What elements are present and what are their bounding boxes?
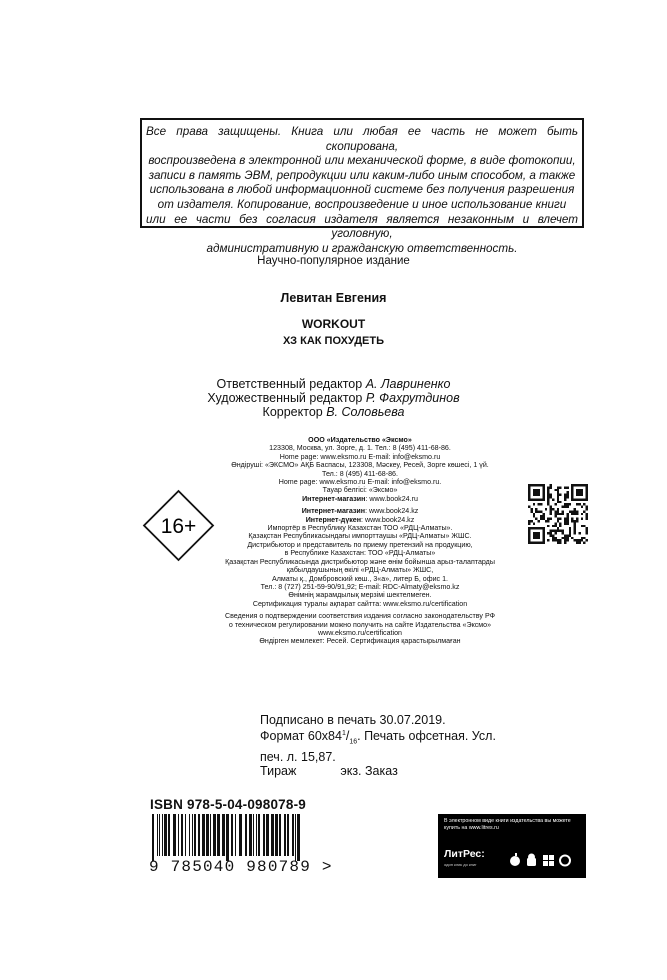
format-line: Формат $60x84^1/_{16}$. Печать офсетная. Усл. печ. л. 15,87. xyxy=(260,729,496,764)
android-icon xyxy=(527,854,536,867)
age-rating-text: 16+ xyxy=(160,515,197,538)
copyright-text: Все права защищены. Книга или любая ее часть не может быть скопирована, воспроизведена в электронной или механической форме, в виде фотокопии, записи в память ЭВМ, репродукции или каким-либо иным способом, а также использована в любой информационной системе без получения разрешения от издателя. Копирование, воспроизведение и иное использование книги или ее части без согласия издателя является незаконным и влечет уголовную, административную и гражданскую ответственность. xyxy=(146,125,578,255)
reader-icon xyxy=(560,856,570,866)
credit-line: Корректор В. Соловьева xyxy=(262,405,405,419)
shop-line: Интернет-дүкен: www.book24.kz xyxy=(305,515,415,524)
publisher-info: ООО «Издательство «Эксмо» 123308, Москва, ул. Зорге, д. 1. Тел.: 8 (495) 411-68-86. Home page: www.eksmo.ru E-mail: info@eksmo.ru Өндіруші: «ЭКСМО» АҚБ Баспасы, 123308, Мәскеу, Ресей, Зорге көшесі, 1 үй. Тел.: 8 (495) 411-68-86. Home page: www.eksmo.ru E-mail: info@eksmo.ru. Тауар белгісі: «Эксмо» Интернет-магазин: www.book24.ru Интернет-магазин: www.book24.kz Интернет-дүкен: www.book24.kz Импортёр в Республику Казахстан ТОО «РДЦ-Алматы». Қазақстан Республикасындағы импорттаушы «РДЦ-Алматы» ЖШС. Дистрибьютор и представитель по приему претензий на продукцию, в Республике Казахстан: ТОО «РДЦ-Алматы» Қазақстан Республикасында дистрибьютор және өнім бойынша арыз-талаптарды қабылдаушының өкілі «РДЦ-Алматы» ЖШС, Алматы қ., Домбровский көш., 3«а», литер Б, офис 1. Тел.: 8 (727) 251-59-90/91,92; E-mail: RDC-Almaty@eksmo.kz Өнімнің жарамдылық мерзімі шектелмеген. Сертификация туралы ақпарат сайтта: www.eksmo.ru/certification Сведения о подтверждении соответствия издания согласно законодательству РФ о техническом регулировании можно получить на сайте Издательства «Эксмо» www.eksmo.ru/certification Өндірген мемлекет: Ресей. Сертификация қарастырылмаған xyxy=(150,436,570,646)
litres-text: В электронном виде книги издательства вы можете купить на www.litres.ru xyxy=(444,818,571,831)
litres-tagline: один клик до книг xyxy=(444,862,477,867)
editorial-credits xyxy=(0,377,667,419)
run-line: Тираж экз. Заказ xyxy=(260,763,398,778)
shop-line: Интернет-магазин: www.book24.ru xyxy=(302,494,418,503)
litres-logo: ЛитРес: xyxy=(444,848,485,860)
genre-label: Научно-популярное издание xyxy=(257,255,410,267)
book-title: WORKOUT xyxy=(301,317,366,331)
book-subtitle: ХЗ КАК ПОХУДЕТЬ xyxy=(282,335,385,347)
platform-icons xyxy=(508,852,580,868)
credit-line: Художественный редактор Р. Фахрутдинов xyxy=(207,391,460,405)
qr-code xyxy=(528,484,588,544)
author-name: Левитан Евгения xyxy=(280,291,387,305)
shop-line: Интернет-магазин: www.book24.kz xyxy=(301,507,419,516)
barcode xyxy=(150,814,300,861)
print-details: Подписано в печать 30.07.2019. Формат $60x84^1/_{16}$. Печать офсетная. Усл. печ. л. 15,87. Тираж экз. Заказ xyxy=(260,713,520,778)
windows-icon xyxy=(543,855,554,866)
litres-banner xyxy=(438,814,586,878)
copyright-notice xyxy=(140,118,584,255)
age-rating-badge xyxy=(142,489,215,562)
ean-number: 9 785040 980789 > xyxy=(149,858,333,876)
credit-line: Ответственный редактор А. Лавриненко xyxy=(216,377,451,391)
publisher-name: ООО «Издательство «Эксмо» xyxy=(308,436,412,444)
isbn-label: ISBN 978-5-04-098078-9 xyxy=(150,797,306,812)
apple-icon xyxy=(510,853,520,866)
